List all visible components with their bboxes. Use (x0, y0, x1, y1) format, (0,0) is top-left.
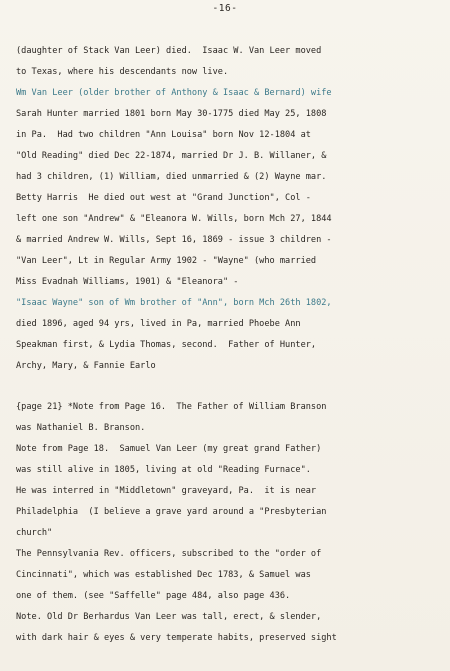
text-line: Cincinnati", which was established Dec 1783, & Samuel was (16, 570, 311, 580)
text-line: & married Andrew W. Wills, Sept 16, 1869 - issue 3 children - (16, 235, 332, 245)
text-line: Note. Old Dr Berhardus Van Leer was tall, erect, & slender, (16, 612, 322, 622)
text-line: Note from Page 18. Samuel Van Leer (my great grand Father) (16, 444, 322, 454)
text-line: one of them. (see "Saffelle" page 484, also page 436. (16, 591, 291, 601)
text-line: had 3 children, (1) William, died unmarried & (2) Wayne mar. (16, 172, 327, 182)
text-line: The Pennsylvania Rev. officers, subscribed to the "order of (16, 549, 322, 559)
text-line: "Old Reading" died Dec 22-1874, married Dr J. B. Willaner, & (16, 151, 327, 161)
text-line: {page 21} *Note from Page 16. The Father of William Branson (16, 402, 327, 412)
text-line: Wm Van Leer (older brother of Anthony & Isaac & Bernard) wife (16, 88, 332, 98)
text-line: Miss Evadnah Williams, 1901) & "Eleanora" - (16, 277, 239, 287)
text-line: He was interred in "Middletown" graveyard, Pa. it is near (16, 486, 317, 496)
text-line: Sarah Hunter married 1801 born May 30-1775 died May 25, 1808 (16, 109, 327, 119)
text-line: with dark hair & eyes & very temperate habits, preserved sight (16, 633, 337, 643)
text-line: to Texas, where his descendants now live. (16, 67, 229, 77)
page-number: -16- (212, 3, 238, 14)
text-line: Betty Harris He died out west at "Grand Junction", Col - (16, 193, 311, 203)
text-line: church" (16, 528, 53, 538)
text-line: Philadelphia (I believe a grave yard around a "Presbyterian (16, 507, 327, 517)
text-line: was still alive in 1805, living at old "Reading Furnace". (16, 465, 311, 475)
text-line: (daughter of Stack Van Leer) died. Isaac W. Van Leer moved (16, 46, 322, 56)
text-line: in Pa. Had two children "Ann Louisa" born Nov 12-1804 at (16, 130, 311, 140)
text-line: "Isaac Wayne" son of Wm brother of "Ann", born Mch 26th 1802, (16, 298, 332, 308)
text-line: Speakman first, & Lydia Thomas, second. Father of Hunter, (16, 340, 317, 350)
text-line: was Nathaniel B. Branson. (16, 423, 146, 433)
text-line: left one son "Andrew" & "Eleanora W. Wills, born Mch 27, 1844 (16, 214, 332, 224)
text-line: died 1896, aged 94 yrs, lived in Pa, married Phoebe Ann (16, 319, 301, 329)
text-line: Archy, Mary, & Fannie Earlo (16, 361, 156, 371)
text-line: "Van Leer", Lt in Regular Army 1902 - "Wayne" (who married (16, 256, 317, 266)
